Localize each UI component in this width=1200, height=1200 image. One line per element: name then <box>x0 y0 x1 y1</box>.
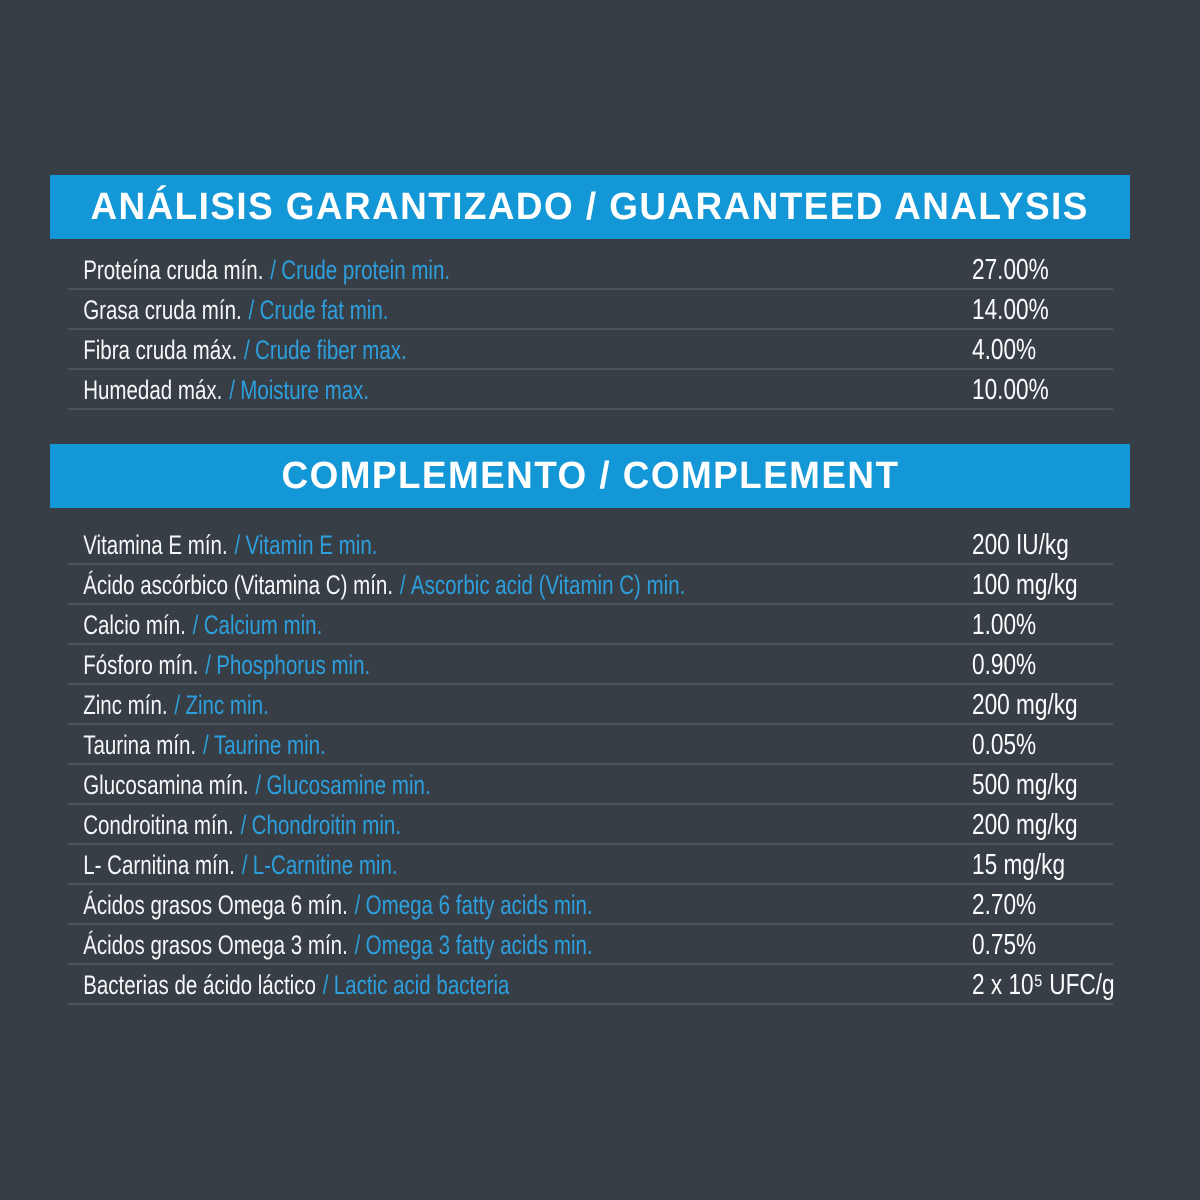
row-label <box>68 805 401 845</box>
row-label-spanish: Ácido ascórbico (Vitamina C) mín. <box>83 570 394 600</box>
row-label-spanish: Ácidos grasos Omega 3 mín. <box>83 930 348 960</box>
row-label <box>68 250 450 290</box>
row-label-english: Crude fiber max. <box>255 335 407 365</box>
row-label-slash: / <box>205 650 211 680</box>
row-label <box>68 645 370 685</box>
row-label-english: Taurine min. <box>213 730 326 760</box>
row-label-spanish: Condroitina mín. <box>83 810 234 840</box>
row-label-english: Lactic acid bacteria <box>333 970 510 1000</box>
table-row <box>68 330 1113 370</box>
table-row <box>68 370 1113 410</box>
row-label-slash: / <box>229 375 235 405</box>
row-label <box>68 290 388 330</box>
row-label-english: Crude fat min. <box>259 295 389 325</box>
row-value: 500 mg/kg <box>972 769 1078 801</box>
row-value: 2.70% <box>972 889 1037 921</box>
table-row <box>68 725 1113 765</box>
row-label-slash: / <box>322 970 329 1000</box>
table-row <box>68 290 1113 330</box>
table-row <box>68 525 1113 565</box>
row-label <box>68 565 685 605</box>
row-label-spanish: Glucosamina mín. <box>83 770 249 800</box>
row-value: 100 mg/kg <box>972 569 1078 601</box>
row-label-slash: / <box>234 530 241 560</box>
table-row <box>68 925 1113 965</box>
table-row <box>68 645 1113 685</box>
row-value: 0.75% <box>972 929 1037 961</box>
row-value: 2 x 10⁵ UFC/g <box>972 969 1115 1001</box>
row-label-english: Crude protein min. <box>281 255 451 285</box>
row-value: 14.00% <box>972 294 1049 326</box>
row-label-slash: / <box>174 690 181 720</box>
row-label-spanish: L- Carnitina mín. <box>83 850 235 880</box>
row-value: 4.00% <box>972 334 1037 366</box>
row-label-english: Moisture max. <box>240 375 370 405</box>
row-label-spanish: Grasa cruda mín. <box>83 295 242 325</box>
row-label-spanish: Calcio mín. <box>83 610 186 640</box>
section-title-complement: COMPLEMENTO / COMPLEMENT <box>281 454 899 497</box>
table-row <box>68 965 1113 1005</box>
row-label-spanish: Fibra cruda máx. <box>83 335 238 365</box>
row-label <box>68 605 322 645</box>
row-label-english: Phosphorus min. <box>216 650 371 680</box>
row-label-slash: / <box>243 335 250 365</box>
row-label <box>68 370 369 410</box>
row-label-spanish: Bacterias de ácido láctico <box>83 970 316 1000</box>
section-title-guaranteed-analysis: ANÁLISIS GARANTIZADO / GUARANTEED ANALYSIS <box>90 185 1090 228</box>
row-label-spanish: Humedad máx. <box>83 375 223 405</box>
table-row <box>68 685 1113 725</box>
row-label-slash: / <box>240 810 247 840</box>
row-label-spanish: Ácidos grasos Omega 6 mín. <box>83 890 348 920</box>
row-value: 27.00% <box>972 254 1049 286</box>
row-label-english: Omega 6 fatty acids min. <box>365 890 593 920</box>
row-label-slash: / <box>354 890 361 920</box>
row-label <box>68 525 377 565</box>
row-value: 200 mg/kg <box>972 809 1078 841</box>
row-label-english: L-Carnitine min. <box>252 850 398 880</box>
row-label <box>68 845 398 885</box>
row-label-english: Calcium min. <box>203 610 323 640</box>
table-row <box>68 250 1113 290</box>
row-label-slash: / <box>248 295 255 325</box>
table-row <box>68 845 1113 885</box>
table-row <box>68 565 1113 605</box>
row-label-slash: / <box>399 570 406 600</box>
row-label <box>68 685 269 725</box>
section-header-guaranteed-analysis <box>50 175 1130 239</box>
guaranteed-analysis-table <box>68 250 1113 410</box>
row-label-slash: / <box>241 850 248 880</box>
row-label-spanish: Taurina mín. <box>83 730 197 760</box>
row-label-spanish: Fósforo mín. <box>83 650 199 680</box>
row-label <box>68 885 593 925</box>
row-label-slash: / <box>202 730 209 760</box>
row-label-english: Omega 3 fatty acids min. <box>365 930 593 960</box>
table-row <box>68 805 1113 845</box>
row-label-spanish: Vitamina E mín. <box>83 530 228 560</box>
row-label-slash: / <box>255 770 262 800</box>
row-label-spanish: Proteína cruda mín. <box>83 255 264 285</box>
row-label-english: Chondroitin min. <box>251 810 402 840</box>
row-value: 0.90% <box>972 649 1037 681</box>
row-label-spanish: Zinc mín. <box>83 690 168 720</box>
row-label-slash: / <box>192 610 199 640</box>
row-label-english: Zinc min. <box>185 690 269 720</box>
row-label <box>68 725 326 765</box>
complement-table <box>68 525 1113 1005</box>
table-row <box>68 765 1113 805</box>
row-value: 200 IU/kg <box>972 529 1069 561</box>
row-label <box>68 330 407 370</box>
row-label-slash: / <box>270 255 276 285</box>
row-label <box>68 965 509 1005</box>
table-row <box>68 885 1113 925</box>
table-row <box>68 605 1113 645</box>
row-value: 0.05% <box>972 729 1037 761</box>
row-value: 1.00% <box>972 609 1037 641</box>
row-value: 10.00% <box>972 374 1049 406</box>
row-label <box>68 765 431 805</box>
row-label-english: Vitamin E min. <box>245 530 378 560</box>
row-label-english: Glucosamine min. <box>266 770 431 800</box>
row-label <box>68 925 593 965</box>
section-header-complement <box>50 444 1130 508</box>
row-label-english: Ascorbic acid (Vitamin C) min. <box>410 570 686 600</box>
row-value: 200 mg/kg <box>972 689 1078 721</box>
row-value: 15 mg/kg <box>972 849 1066 881</box>
row-label-slash: / <box>354 930 361 960</box>
